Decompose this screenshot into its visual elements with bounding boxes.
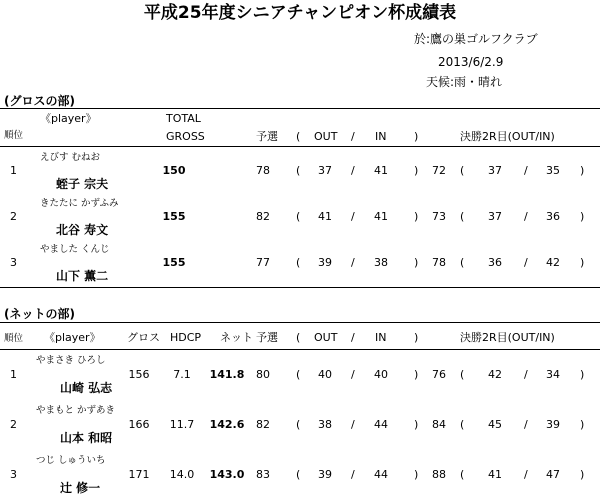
paren-close: ) xyxy=(580,164,585,177)
paren-close: ) xyxy=(414,164,419,177)
gross-score: 166 xyxy=(128,418,150,431)
paren-open: ( xyxy=(460,368,465,381)
final-score: 72 xyxy=(432,164,446,177)
player-furigana: えびす むねお xyxy=(40,152,101,163)
final-out-score: 37 xyxy=(488,210,502,223)
hdcp: 7.1 xyxy=(173,368,191,381)
slash: / xyxy=(524,256,528,269)
final-score: 73 xyxy=(432,210,446,223)
rank: 1 xyxy=(10,368,17,381)
date: 2013/6/2.9 xyxy=(438,55,504,69)
gross-header-total: TOTAL xyxy=(166,112,201,125)
prelim-score: 78 xyxy=(256,164,270,177)
slash: / xyxy=(524,368,528,381)
slash: / xyxy=(524,164,528,177)
paren-open: ( xyxy=(460,164,465,177)
net-header-rule xyxy=(0,349,600,350)
net-score: 141.8 xyxy=(209,368,245,381)
final-in-score: 47 xyxy=(546,468,560,481)
final-out-score: 45 xyxy=(488,418,502,431)
net-header-player: 《player》 xyxy=(44,331,101,344)
net-header-in: IN xyxy=(375,331,387,344)
net-header-paren-close: ) xyxy=(414,331,419,344)
gross-section-label: (グロスの部) xyxy=(4,94,75,108)
paren-close: ) xyxy=(414,368,419,381)
gross-score: 155 xyxy=(162,210,186,223)
paren-open: ( xyxy=(296,164,301,177)
slash: / xyxy=(351,164,355,177)
gross-score: 155 xyxy=(162,256,186,269)
paren-open: ( xyxy=(460,418,465,431)
net-header-slash: / xyxy=(351,331,355,344)
paren-close: ) xyxy=(414,256,419,269)
out-score: 37 xyxy=(318,164,332,177)
net-section-label: (ネットの部) xyxy=(4,307,75,321)
slash: / xyxy=(351,210,355,223)
paren-close: ) xyxy=(580,368,585,381)
final-in-score: 35 xyxy=(546,164,560,177)
out-score: 38 xyxy=(318,418,332,431)
out-score: 39 xyxy=(318,256,332,269)
gross-top-rule xyxy=(0,108,600,109)
paren-open: ( xyxy=(296,418,301,431)
player-name: 北谷 寿文 xyxy=(56,223,109,237)
final-score: 88 xyxy=(432,468,446,481)
net-score: 142.6 xyxy=(209,418,245,431)
gross-header-slash: / xyxy=(351,130,355,143)
final-in-score: 34 xyxy=(546,368,560,381)
gross-header-out: OUT xyxy=(314,130,338,143)
paren-close: ) xyxy=(580,210,585,223)
final-in-score: 36 xyxy=(546,210,560,223)
final-score: 78 xyxy=(432,256,446,269)
in-score: 41 xyxy=(374,164,388,177)
gross-header-final: 決勝2R目(OUT/IN) xyxy=(460,130,555,143)
final-out-score: 36 xyxy=(488,256,502,269)
slash: / xyxy=(524,418,528,431)
paren-open: ( xyxy=(296,468,301,481)
net-header-prelim: 予選 xyxy=(256,331,278,344)
player-furigana: やまさき ひろし xyxy=(36,355,106,366)
paren-open: ( xyxy=(296,210,301,223)
net-score: 143.0 xyxy=(209,468,245,481)
player-furigana: つじ しゅういち xyxy=(36,455,106,466)
paren-open: ( xyxy=(460,468,465,481)
rank: 3 xyxy=(10,256,17,269)
player-name: 辻 修一 xyxy=(60,481,101,495)
gross-header-prelim: 予選 xyxy=(256,130,278,143)
net-header-paren-open: ( xyxy=(296,331,301,344)
slash: / xyxy=(351,418,355,431)
player-name: 山本 和昭 xyxy=(60,431,113,445)
slash: / xyxy=(351,368,355,381)
net-header-final: 決勝2R目(OUT/IN) xyxy=(460,331,555,344)
net-header-hdcp: HDCP xyxy=(170,331,202,344)
prelim-score: 82 xyxy=(256,418,270,431)
out-score: 39 xyxy=(318,468,332,481)
gross-bottom-rule xyxy=(0,287,600,288)
rank: 2 xyxy=(10,418,17,431)
final-out-score: 41 xyxy=(488,468,502,481)
gross-score: 150 xyxy=(162,164,186,177)
slash: / xyxy=(351,468,355,481)
paren-open: ( xyxy=(460,210,465,223)
slash: / xyxy=(524,210,528,223)
net-header-gross: グロス xyxy=(127,331,160,344)
final-in-score: 39 xyxy=(546,418,560,431)
paren-close: ) xyxy=(580,256,585,269)
player-name: 蛭子 宗夫 xyxy=(56,177,109,191)
rank: 3 xyxy=(10,468,17,481)
paren-open: ( xyxy=(296,256,301,269)
prelim-score: 82 xyxy=(256,210,270,223)
slash: / xyxy=(351,256,355,269)
venue: 於:鷹の巣ゴルフクラブ xyxy=(414,32,538,46)
paren-close: ) xyxy=(580,468,585,481)
player-furigana: やまもと かずあき xyxy=(36,405,116,416)
final-score: 84 xyxy=(432,418,446,431)
player-name: 山下 薫二 xyxy=(56,269,109,283)
paren-close: ) xyxy=(414,210,419,223)
weather: 天候:雨・晴れ xyxy=(426,75,503,89)
player-furigana: きたたに かずふみ xyxy=(40,198,119,209)
paren-open: ( xyxy=(460,256,465,269)
paren-close: ) xyxy=(414,418,419,431)
final-score: 76 xyxy=(432,368,446,381)
gross-header-player: 《player》 xyxy=(40,112,97,125)
prelim-score: 77 xyxy=(256,256,270,269)
hdcp: 14.0 xyxy=(169,468,195,481)
net-top-rule xyxy=(0,322,600,323)
gross-header-paren-close: ) xyxy=(414,130,419,143)
gross-header-in: IN xyxy=(375,130,387,143)
net-header-out: OUT xyxy=(314,331,338,344)
player-name: 山崎 弘志 xyxy=(60,381,113,395)
gross-score: 171 xyxy=(128,468,150,481)
prelim-score: 83 xyxy=(256,468,270,481)
slash: / xyxy=(524,468,528,481)
final-out-score: 37 xyxy=(488,164,502,177)
gross-score: 156 xyxy=(128,368,150,381)
final-in-score: 42 xyxy=(546,256,560,269)
in-score: 40 xyxy=(374,368,388,381)
rank: 1 xyxy=(10,164,17,177)
net-header-rank: 順位 xyxy=(4,333,24,344)
net-header-net: ネット xyxy=(220,331,253,344)
paren-close: ) xyxy=(414,468,419,481)
paren-close: ) xyxy=(580,418,585,431)
out-score: 41 xyxy=(318,210,332,223)
hdcp: 11.7 xyxy=(169,418,195,431)
gross-header-rank: 順位 xyxy=(4,130,24,141)
final-out-score: 42 xyxy=(488,368,502,381)
page-title: 平成25年度シニアチャンピオン杯成績表 xyxy=(143,3,457,23)
in-score: 44 xyxy=(374,468,388,481)
gross-header-rule xyxy=(0,146,600,147)
paren-open: ( xyxy=(296,368,301,381)
prelim-score: 80 xyxy=(256,368,270,381)
out-score: 40 xyxy=(318,368,332,381)
gross-header-paren-open: ( xyxy=(296,130,301,143)
rank: 2 xyxy=(10,210,17,223)
in-score: 44 xyxy=(374,418,388,431)
gross-header-gross: GROSS xyxy=(166,130,205,143)
player-furigana: やました くんじ xyxy=(40,244,110,255)
in-score: 41 xyxy=(374,210,388,223)
in-score: 38 xyxy=(374,256,388,269)
